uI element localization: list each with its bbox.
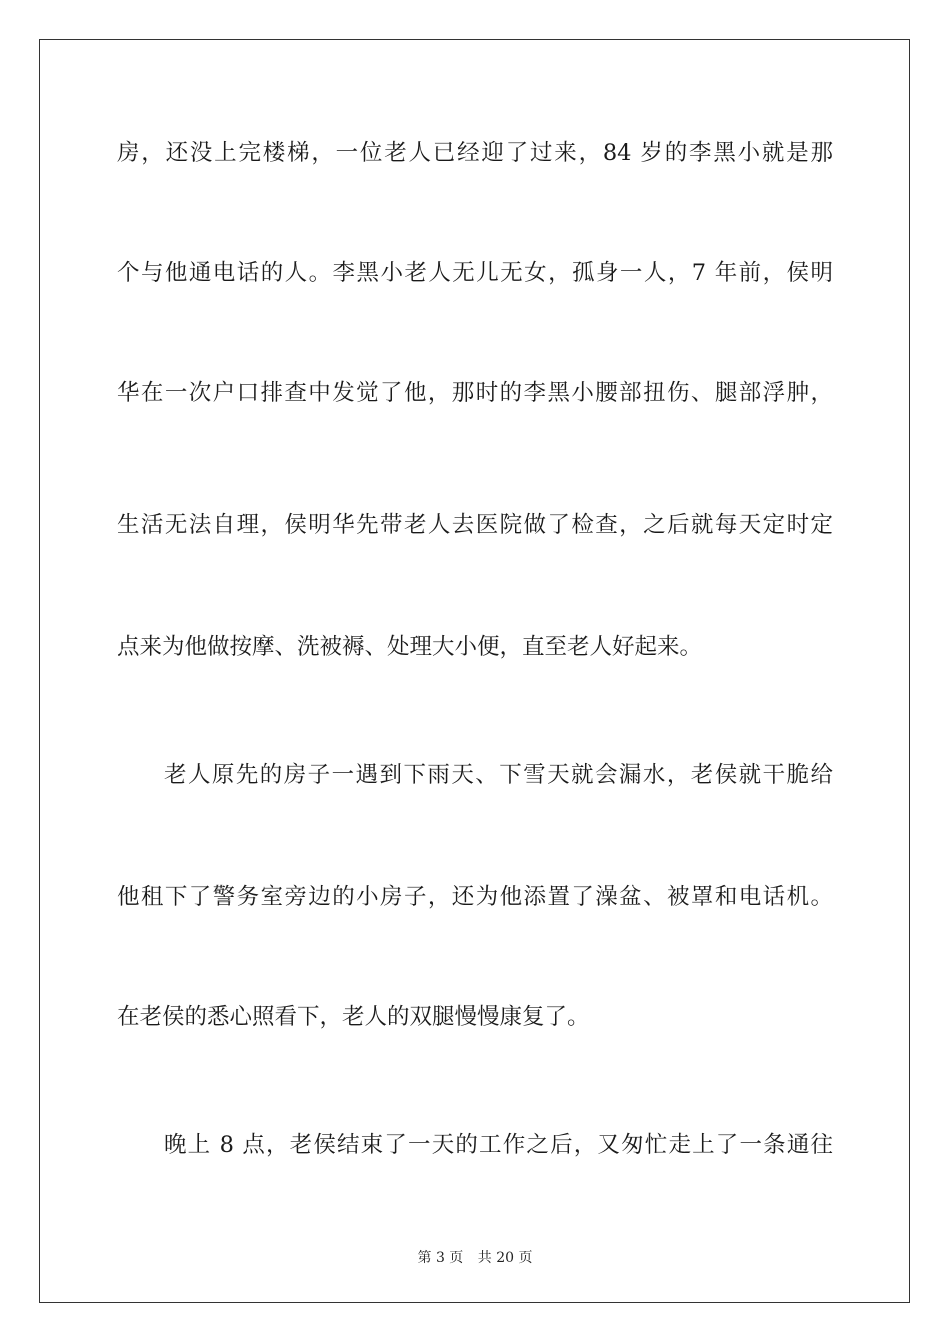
text-line: 生活无法自理，侯明华先带老人去医院做了检查，之后就每天定时定 (117, 512, 833, 538)
text-line: 点来为他做按摩、洗被褥、处理大小便，直至老人好起来。 (117, 634, 703, 660)
text-line: 华在一次户口排查中发觉了他，那时的李黑小腰部扭伤、腿部浮肿， (117, 380, 833, 406)
text-line: 个与他通电话的人。李黑小老人无儿无女，孤身一人，7 年前，侯明 (117, 260, 833, 286)
page-number: 第 3 页 (417, 1250, 464, 1266)
page-total: 共 20 页 (477, 1250, 533, 1266)
text-line: 房，还没上完楼梯，一位老人已经迎了过来，84 岁的李黑小就是那 (117, 140, 833, 166)
paragraph-start-line: 老人原先的房子一遇到下雨天、下雪天就会漏水，老侯就干脆给 (164, 762, 833, 788)
page-footer (0, 1247, 950, 1267)
text-line: 他租下了警务室旁边的小房子，还为他添置了澡盆、被罩和电话机。 (117, 884, 833, 910)
page-frame (39, 39, 910, 1303)
text-line: 在老侯的悉心照看下，老人的双腿慢慢康复了。 (117, 1004, 590, 1030)
paragraph-start-line: 晚上 8 点，老侯结束了一天的工作之后，又匆忙走上了一条通往 (164, 1132, 833, 1158)
